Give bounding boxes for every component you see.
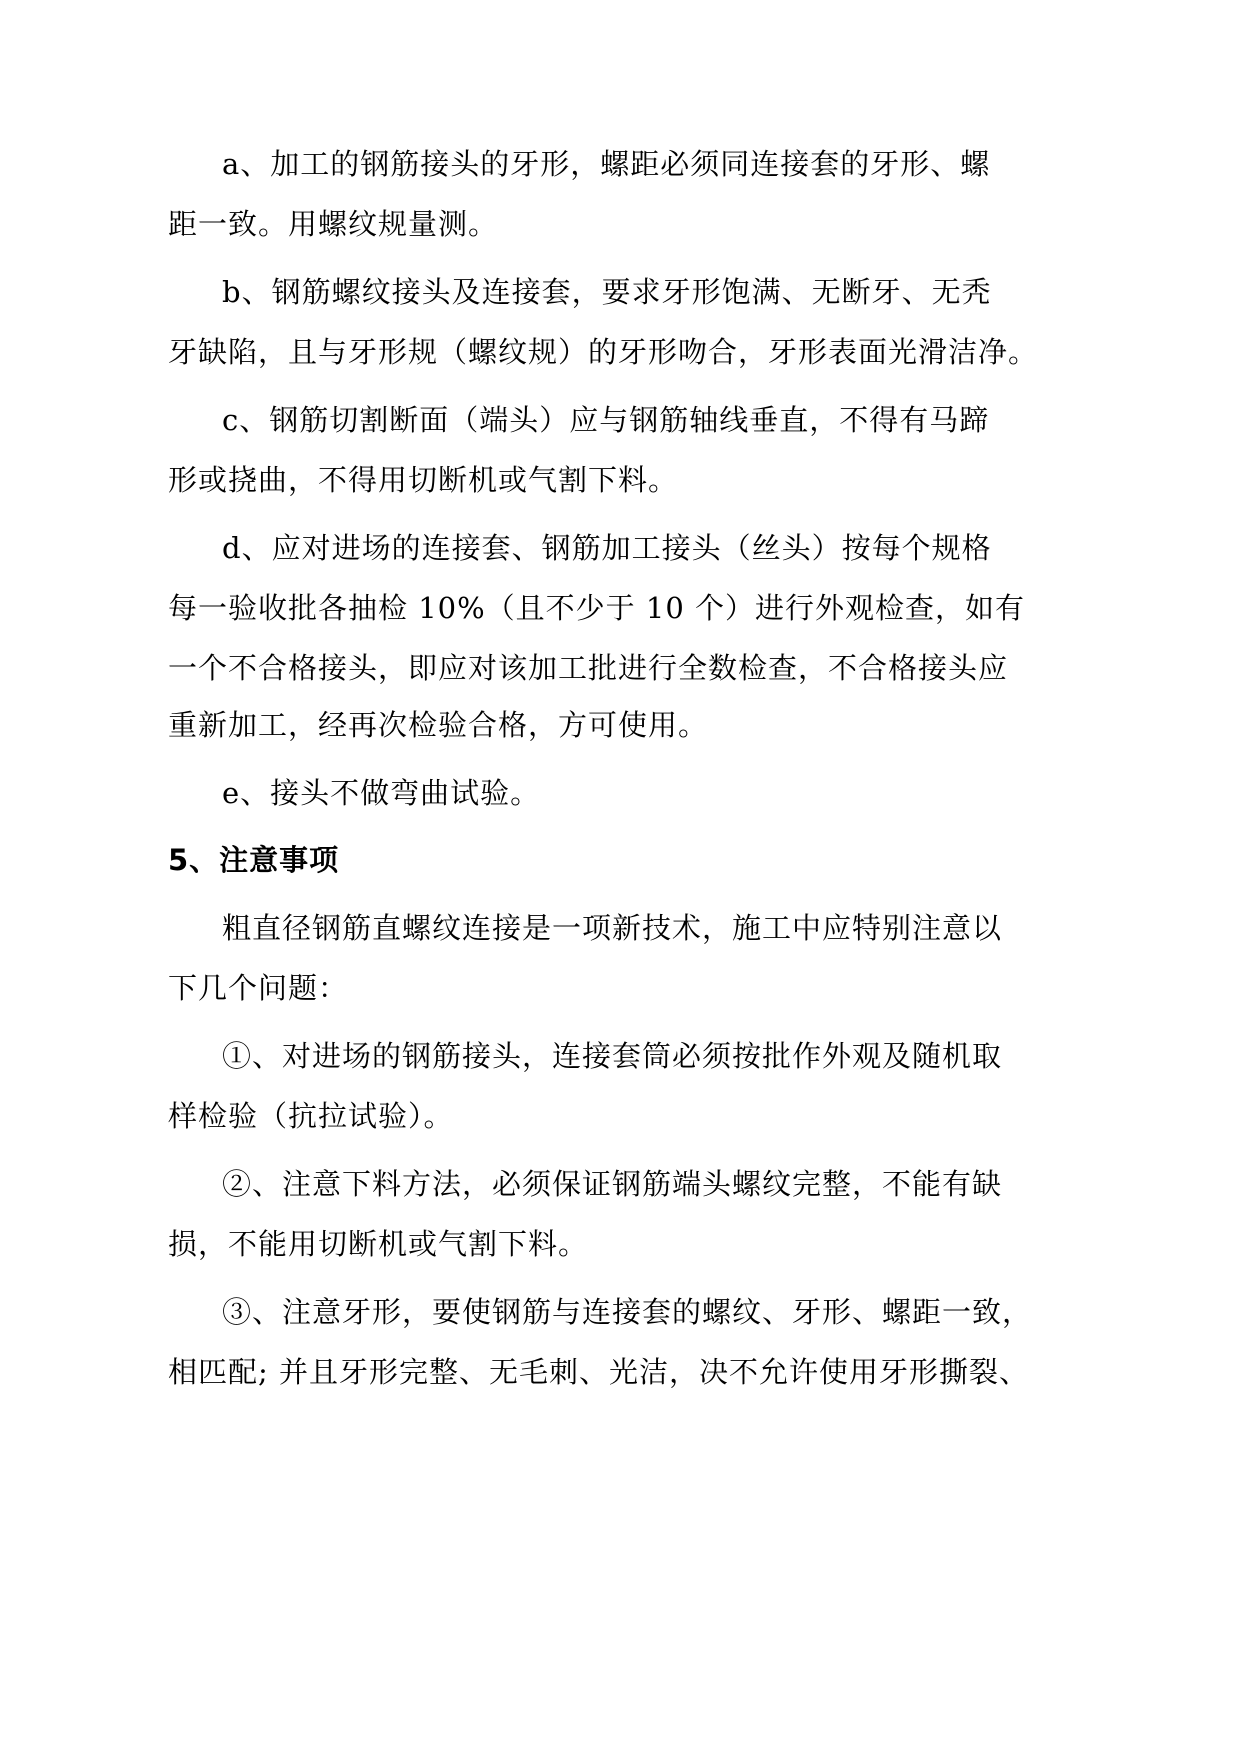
item-2-line-1: ②、注意下料方法，必须保证钢筋端头螺纹完整，不能有缺 bbox=[222, 1167, 1003, 1201]
intro-line-2: 下几个问题： bbox=[168, 971, 349, 1005]
intro-line-1: 粗直径钢筋直螺纹连接是一项新技术，施工中应特别注意以 bbox=[222, 911, 1003, 945]
item-1-line-1: ①、对进场的钢筋接头，连接套筒必须按批作外观及随机取 bbox=[222, 1039, 1003, 1073]
paragraph-e-line-1: e、接头不做弯曲试验。 bbox=[222, 776, 541, 810]
paragraph-a-line-1: a、加工的钢筋接头的牙形，螺距必须同连接套的牙形、螺 bbox=[222, 147, 991, 181]
paragraph-a-line-2: 距一致。用螺纹规量测。 bbox=[168, 207, 499, 241]
paragraph-c-line-1: c、钢筋切割断面（端头）应与钢筋轴线垂直，不得有马蹄 bbox=[222, 403, 990, 437]
paragraph-d-line-4: 重新加工，经再次检验合格，方可使用。 bbox=[168, 708, 709, 742]
item-3-line-2: 相匹配; 并且牙形完整、无毛刺、光洁，决不允许使用牙形撕裂、 bbox=[168, 1355, 1029, 1389]
item-2-line-2: 损，不能用切断机或气割下料。 bbox=[168, 1227, 589, 1261]
section-heading: 5、注意事项 bbox=[168, 843, 340, 877]
item-1-line-2: 样检验（抗拉试验）。 bbox=[168, 1099, 454, 1133]
paragraph-d-line-2: 每一验收批各抽检 10%（且不少于 10 个）进行外观检查，如有 bbox=[168, 591, 1026, 625]
item-3-line-1: ③、注意牙形，要使钢筋与连接套的螺纹、牙形、螺距一致， bbox=[222, 1295, 1033, 1329]
paragraph-c-line-2: 形或挠曲，不得用切断机或气割下料。 bbox=[168, 463, 679, 497]
paragraph-b-line-1: b、钢筋螺纹接头及连接套，要求牙形饱满、无断牙、无秃 bbox=[222, 275, 992, 309]
paragraph-b-line-2: 牙缺陷，且与牙形规（螺纹规）的牙形吻合，牙形表面光滑洁净。 bbox=[168, 335, 1039, 369]
paragraph-d-line-1: d、应对进场的连接套、钢筋加工接头（丝头）按每个规格 bbox=[222, 531, 992, 565]
paragraph-d-line-3: 一个不合格接头，即应对该加工批进行全数检查，不合格接头应 bbox=[168, 651, 1009, 685]
